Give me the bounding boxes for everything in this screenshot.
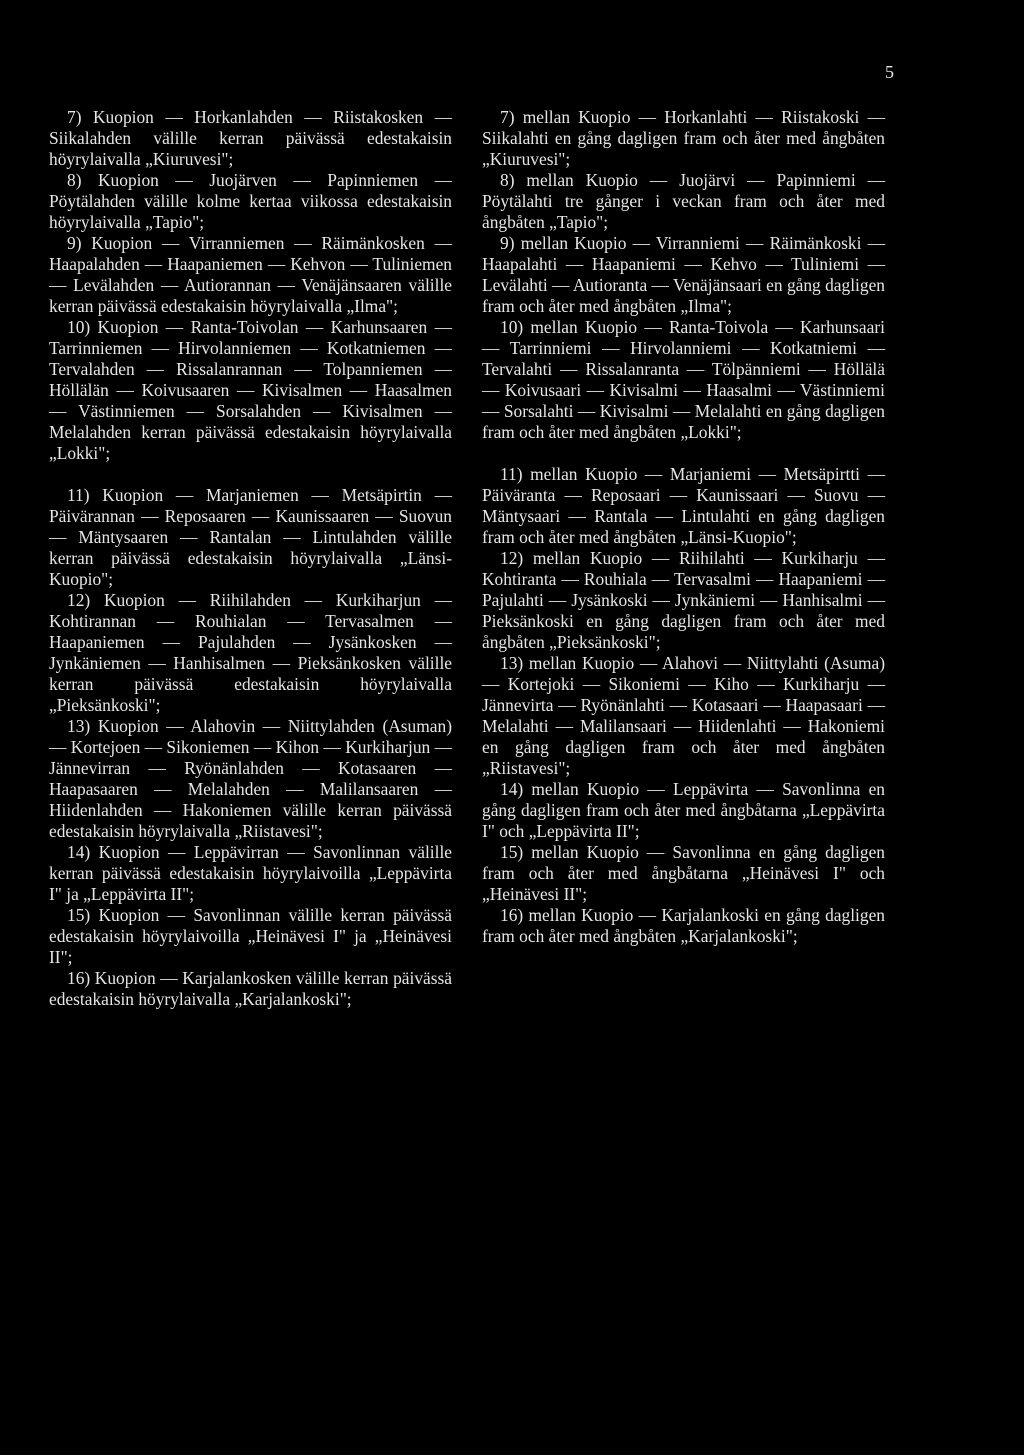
finnish-entry-11: 11) Kuopion — Marjaniemen — Metsäpirtin — Päivärannan — Reposaaren — Kaunissaaren — Suovun — Mäntysaaren — Rantalan — Lintulahden välille kerran päivässä edestakaisin höyrylaivalla „Länsi-Kuopio"; xyxy=(49,485,452,589)
swedish-entry-8: 8) mellan Kuopio — Juojärvi — Papinniemi — Pöytälahti tre gånger i veckan fram och åter med ångbåten „Tapio"; xyxy=(482,170,885,232)
swedish-entry-13: 13) mellan Kuopio — Alahovi — Niittylahti (Asuma) — Kortejoki — Sikoniemi — Kiho — Kurkiharju — Jännevirta — Ryönänlahti — Kotasaari — Haapasaari — Melalahti — Malilansaari — Hiidenlahti — Hakoniemi en gång dagligen fram och åter med ångbåten „Riistavesi"; xyxy=(482,653,885,778)
swedish-column xyxy=(482,107,885,947)
finnish-entry-16: 16) Kuopion — Karjalankosken välille kerran päivässä edestakaisin höyrylaivalla „Karjalankoski"; xyxy=(49,968,452,1009)
swedish-entry-12: 12) mellan Kuopio — Riihilahti — Kurkiharju — Kohtiranta — Rouhiala — Tervasalmi — Haapaniemi — Pajulahti — Jysänkoski — Jynkäniemi — Hanhisalmi — Pieksänkoski en gång dagligen fram och åter med ångbåten „Pieksänkoski"; xyxy=(482,548,885,652)
swedish-entry-7: 7) mellan Kuopio — Horkanlahti — Riistakoski — Siikalahti en gång dagligen fram och åter med ångbåten „Kiuruvesi"; xyxy=(482,107,885,169)
finnish-column xyxy=(49,107,452,1010)
finnish-entry-13: 13) Kuopion — Alahovin — Niittylahden (Asuman) — Kortejoen — Sikoniemen — Kihon — Kurkiharjun — Jännevirran — Ryönänlahden — Kotasaaren — Haapasaaren — Melalahden — Malilansaaren — Hiidenlahden — Hakoniemen välille kerran päivässä edestakaisin höyrylaivalla „Riistavesi"; xyxy=(49,716,452,841)
swedish-entry-15: 15) mellan Kuopio — Savonlinna en gång dagligen fram och åter med ångbåtarna „Heinävesi I" och „Heinävesi II"; xyxy=(482,842,885,904)
swedish-entry-16: 16) mellan Kuopio — Karjalankoski en gång dagligen fram och åter med ångbåten „Karjalankoski"; xyxy=(482,905,885,946)
finnish-entry-9: 9) Kuopion — Virranniemen — Räimänkosken — Haapalahden — Haapaniemen — Kehvon — Tuliniemen — Levälahden — Autiorannan — Venäjänsaaren välille kerran päivässä edestakaisin höyrylaivalla „Ilma"; xyxy=(49,233,452,316)
swedish-entry-14: 14) mellan Kuopio — Leppävirta — Savonlinna en gång dagligen fram och åter med ångbåtarna „Leppävirta I" och „Leppävirta II"; xyxy=(482,779,885,841)
swedish-entry-11: 11) mellan Kuopio — Marjaniemi — Metsäpirtti — Päiväranta — Reposaari — Kaunissaari — Suovu — Mäntysaari — Rantala — Lintulahti en gång dagligen fram och åter med ångbåten „Länsi-Kuopio"; xyxy=(482,464,885,547)
swedish-entry-10: 10) mellan Kuopio — Ranta-Toivola — Karhunsaari — Tarrinniemi — Hirvolanniemi — Kotkatniemi — Tervalahti — Rissalanranta — Tölpänniemi — Höllälä — Koivusaari — Kivisalmi — Haasalmi — Västinniemi — Sorsalahti — Kivisalmi — Melalahti en gång dagligen fram och åter med ångbåten „Lokki"; xyxy=(482,317,885,442)
finnish-entry-14: 14) Kuopion — Leppävirran — Savonlinnan välille kerran päivässä edestakaisin höyrylaivoilla „Leppävirta I" ja „Leppävirta II"; xyxy=(49,842,452,904)
swedish-entry-9: 9) mellan Kuopio — Virranniemi — Räimänkoski — Haapalahti — Haapaniemi — Kehvo — Tuliniemi — Levälahti — Autioranta — Venäjänsaari en gång dagligen fram och åter med ångbåten „Ilma"; xyxy=(482,233,885,316)
finnish-entry-10: 10) Kuopion — Ranta-Toivolan — Karhunsaaren — Tarrinniemen — Hirvolanniemen — Kotkatniemen — Tervalahden — Rissalanrannan — Tolpanniemen — Höllälän — Koivusaaren — Kivisalmen — Haasalmen — Västinniemen — Sorsalahden — Kivisalmen — Melalahden kerran päivässä edestakaisin höyrylaivalla „Lokki"; xyxy=(49,317,452,463)
finnish-entry-8: 8) Kuopion — Juojärven — Papinniemen — Pöytälahden välille kolme kertaa viikossa edestakaisin höyrylaivalla „Tapio"; xyxy=(49,170,452,232)
finnish-entry-12: 12) Kuopion — Riihilahden — Kurkiharjun — Kohtirannan — Rouhialan — Tervasalmen — Haapaniemen — Pajulahden — Jysänkosken — Jynkäniemen — Hanhisalmen — Pieksänkosken välille kerran päivässä edestakaisin höyrylaivalla „Pieksänkoski"; xyxy=(49,590,452,715)
page-number: 5 xyxy=(885,62,894,82)
finnish-entry-15: 15) Kuopion — Savonlinnan välille kerran päivässä edestakaisin höyrylaivoilla „Heinävesi I" ja „Heinävesi II"; xyxy=(49,905,452,967)
finnish-entry-7: 7) Kuopion — Horkanlahden — Riistakosken — Siikalahden välille kerran päivässä edestakaisin höyrylaivalla „Kiuruvesi"; xyxy=(49,107,452,169)
